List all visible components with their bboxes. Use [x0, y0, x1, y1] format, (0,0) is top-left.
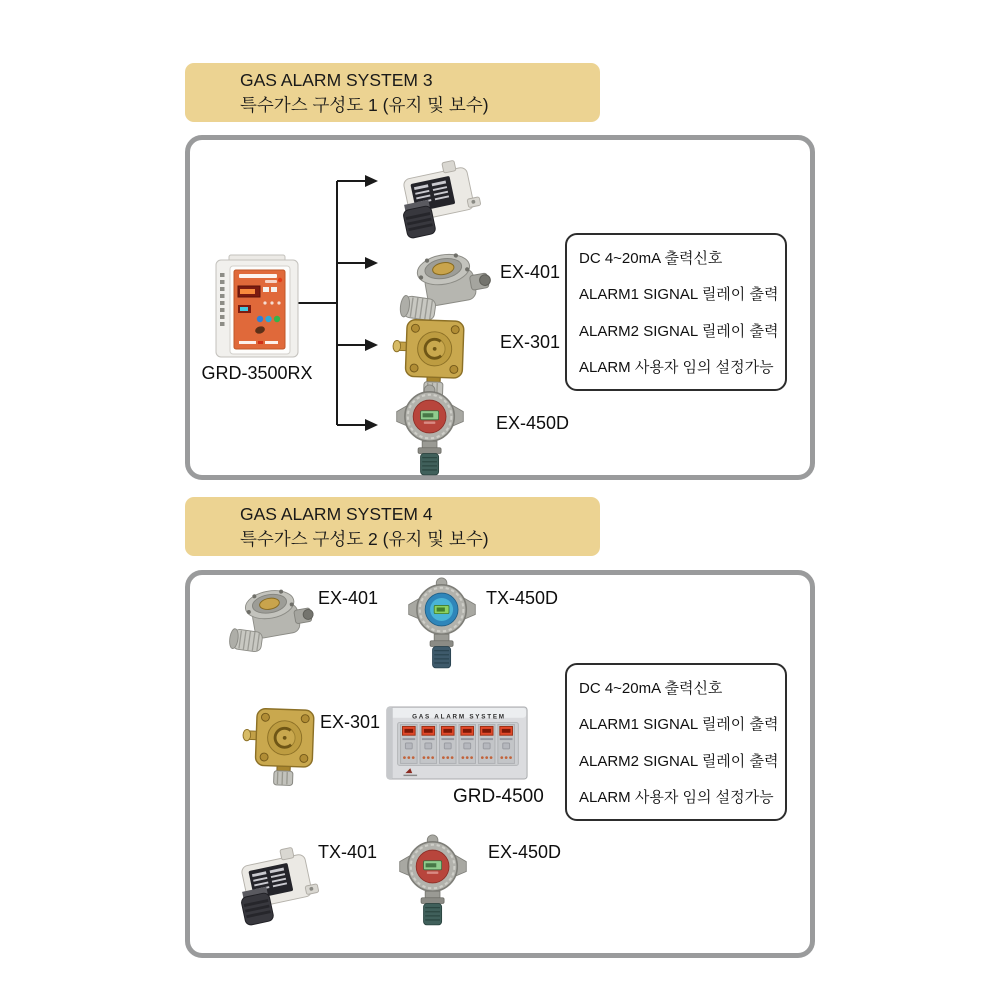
ex-401-label: EX-401 — [318, 588, 379, 608]
ex-401-label: EX-401 — [500, 262, 561, 282]
ex-301-label: EX-301 — [320, 712, 381, 732]
spec-line: ALARM1 SIGNAL 릴레이 출력 — [579, 716, 779, 734]
ex-450d-image — [390, 382, 470, 479]
spec-line: ALARM 사용자 임의 설정가능 — [579, 788, 774, 806]
tx-401-label: TX-401 — [318, 842, 378, 862]
tx-450d-image — [402, 575, 482, 672]
spec-line: ALARM1 SIGNAL 릴레이 출력 — [579, 286, 779, 304]
spec-line: DC 4~20mA 출력신호 — [579, 680, 723, 697]
section1-subtitle: 특수가스 구성도 1 (유지 및 보수) — [240, 95, 489, 115]
ex-301-image — [240, 699, 330, 789]
grd-4500-label: GRD-4500 — [453, 786, 544, 807]
section1-spec-box — [565, 233, 787, 391]
spec-line: ALARM 사용자 임의 설정가능 — [579, 358, 774, 376]
section1-header — [185, 63, 600, 122]
spec-line: DC 4~20mA 출력신호 — [579, 250, 723, 267]
panel-title-text: GAS ALARM SYSTEM — [412, 713, 506, 721]
tx-transmitter-image — [388, 145, 483, 240]
grd-3500rx-controller-image — [207, 253, 307, 363]
ex-401-image — [222, 580, 322, 657]
spec-line: ALARM2 SIGNAL 릴레이 출력 — [579, 322, 779, 340]
spec-line: ALARM2 SIGNAL 릴레이 출력 — [579, 752, 779, 770]
section2-spec-box — [565, 663, 787, 821]
section2-title: GAS ALARM SYSTEM 4 — [240, 503, 433, 524]
section2-header — [185, 497, 600, 556]
section1-title: GAS ALARM SYSTEM 3 — [240, 69, 433, 90]
tx-450d-label: TX-450D — [486, 588, 559, 608]
ex-450d-image — [393, 832, 473, 929]
grd-3500rx-label: GRD-3500RX — [201, 363, 313, 383]
ex-450d-label: EX-450D — [488, 842, 562, 862]
ex-301-label: EX-301 — [500, 332, 561, 352]
tx-401-image — [226, 832, 321, 927]
grd-4500-panel-image — [384, 704, 530, 782]
section2-subtitle: 특수가스 구성도 2 (유지 및 보수) — [240, 529, 489, 549]
ex-450d-label: EX-450D — [496, 413, 570, 433]
